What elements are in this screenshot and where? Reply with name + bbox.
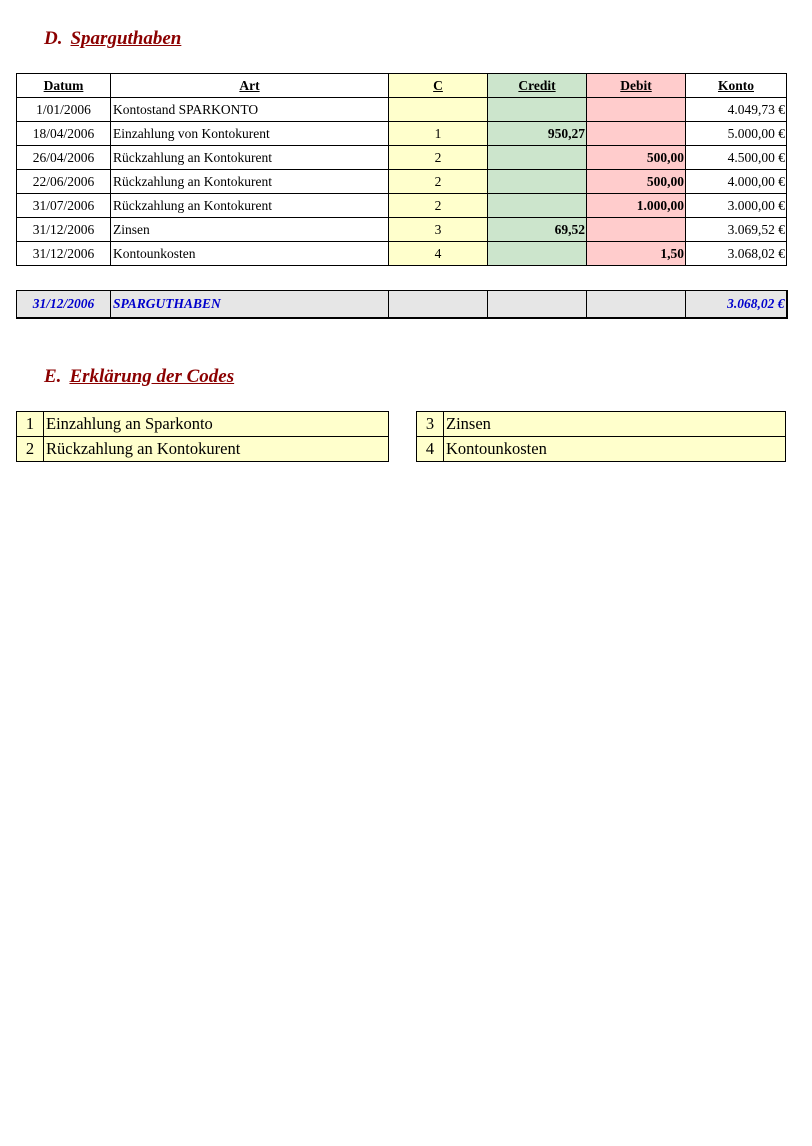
cell-credit: [488, 194, 587, 218]
code-number: 3: [417, 412, 444, 437]
header-debit: Debit: [587, 74, 686, 98]
code-description: Rückzahlung an Kontokurent: [44, 437, 389, 462]
total-date: 31/12/2006: [17, 291, 111, 319]
cell-code: 2: [389, 194, 488, 218]
cell-debit: [587, 218, 686, 242]
total-empty-debit: [587, 291, 686, 319]
cell-debit: [587, 98, 686, 122]
table-row: [17, 146, 787, 170]
cell-art: Kontostand SPARKONTO: [111, 98, 389, 122]
cell-credit: [488, 98, 587, 122]
cell-datum: 18/04/2006: [17, 122, 111, 146]
cell-datum: 31/12/2006: [17, 242, 111, 266]
cell-debit: 1.000,00: [587, 194, 686, 218]
cell-konto: 3.069,52 €: [686, 218, 787, 242]
table-row: [17, 170, 787, 194]
cell-debit: [587, 122, 686, 146]
header-code: C: [389, 74, 488, 98]
cell-code: 3: [389, 218, 488, 242]
code-number: 2: [17, 437, 44, 462]
header-credit: Credit: [488, 74, 587, 98]
cell-art: Kontounkosten: [111, 242, 389, 266]
section-e-title: [44, 366, 234, 388]
code-number: 4: [417, 437, 444, 462]
codes-legend-right: [416, 411, 786, 462]
cell-credit: 950,27: [488, 122, 587, 146]
cell-code: 2: [389, 170, 488, 194]
cell-datum: 31/07/2006: [17, 194, 111, 218]
code-row: [17, 437, 389, 462]
cell-datum: 22/06/2006: [17, 170, 111, 194]
savings-total-table: [16, 290, 788, 319]
code-description: Einzahlung an Sparkonto: [44, 412, 389, 437]
table-row: [17, 242, 787, 266]
cell-art: Zinsen: [111, 218, 389, 242]
cell-credit: [488, 170, 587, 194]
cell-debit: 1,50: [587, 242, 686, 266]
cell-art: Rückzahlung an Kontokurent: [111, 194, 389, 218]
table-row: [17, 122, 787, 146]
cell-art: Rückzahlung an Kontokurent: [111, 146, 389, 170]
code-description: Kontounkosten: [444, 437, 786, 462]
table-row: [17, 194, 787, 218]
cell-code: [389, 98, 488, 122]
header-datum: Datum: [17, 74, 111, 98]
total-row: [17, 291, 787, 319]
code-number: 1: [17, 412, 44, 437]
section-e-heading: Erklärung der Codes: [69, 366, 235, 387]
cell-credit: [488, 146, 587, 170]
total-empty-code: [389, 291, 488, 319]
cell-art: Einzahlung von Kontokurent: [111, 122, 389, 146]
code-row: [417, 437, 786, 462]
savings-ledger-table: [16, 73, 787, 266]
cell-konto: 5.000,00 €: [686, 122, 787, 146]
code-row: [417, 412, 786, 437]
section-e-letter: E.: [44, 366, 62, 387]
header-konto: Konto: [686, 74, 787, 98]
cell-code: 4: [389, 242, 488, 266]
cell-credit: 69,52: [488, 218, 587, 242]
total-empty-credit: [488, 291, 587, 319]
cell-konto: 4.049,73 €: [686, 98, 787, 122]
header-art: Art: [111, 74, 389, 98]
cell-konto: 4.500,00 €: [686, 146, 787, 170]
ledger-header-row: [17, 74, 787, 98]
total-amount: 3.068,02 €: [686, 291, 787, 319]
cell-datum: 26/04/2006: [17, 146, 111, 170]
section-d-letter: D.: [44, 28, 63, 49]
cell-konto: 4.000,00 €: [686, 170, 787, 194]
cell-credit: [488, 242, 587, 266]
section-d-title: [44, 28, 181, 50]
code-row: [17, 412, 389, 437]
cell-code: 2: [389, 146, 488, 170]
cell-art: Rückzahlung an Kontokurent: [111, 170, 389, 194]
cell-datum: 31/12/2006: [17, 218, 111, 242]
section-d-heading: Sparguthaben: [70, 28, 182, 49]
table-row: [17, 98, 787, 122]
table-row: [17, 218, 787, 242]
cell-datum: 1/01/2006: [17, 98, 111, 122]
cell-debit: 500,00: [587, 146, 686, 170]
code-description: Zinsen: [444, 412, 786, 437]
cell-debit: 500,00: [587, 170, 686, 194]
codes-legend-left: [16, 411, 389, 462]
cell-code: 1: [389, 122, 488, 146]
total-label: SPARGUTHABEN: [111, 291, 389, 319]
cell-konto: 3.000,00 €: [686, 194, 787, 218]
cell-konto: 3.068,02 €: [686, 242, 787, 266]
